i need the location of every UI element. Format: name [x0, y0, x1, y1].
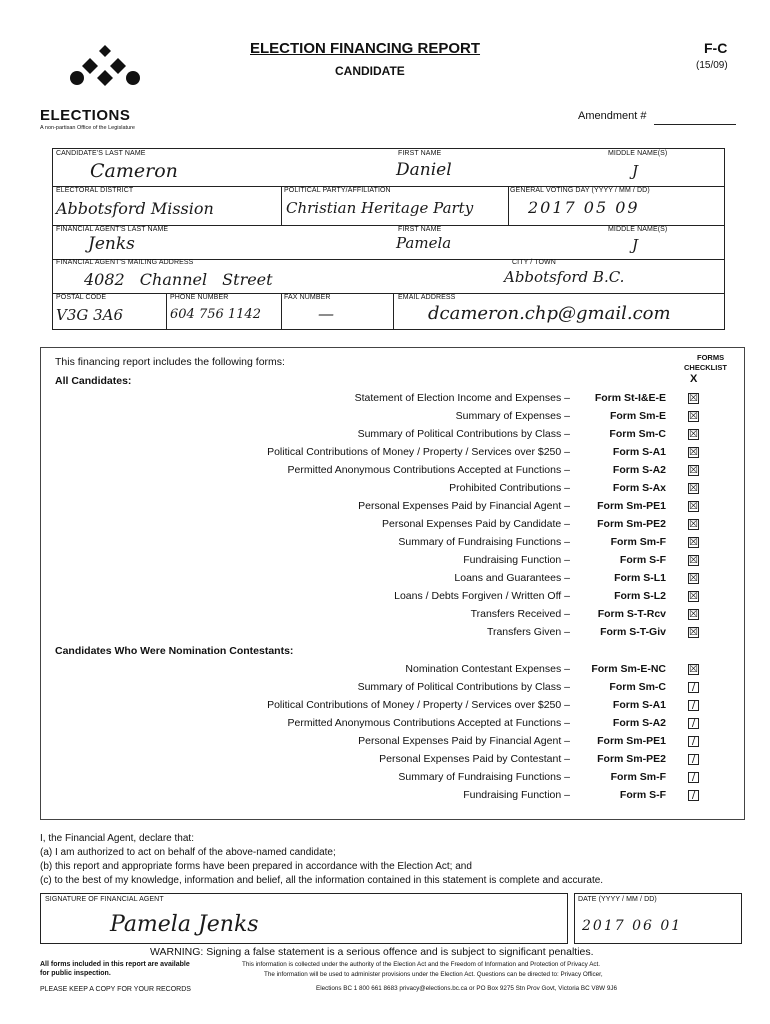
email-value[interactable]: dcameron.chp@gmail.com	[428, 303, 671, 324]
checklist-header-x: X	[690, 373, 698, 385]
signature-value[interactable]: Pamela Jenks	[110, 912, 259, 937]
signature-label: SIGNATURE OF FINANCIAL AGENT	[45, 896, 164, 903]
party-label: POLITICAL PARTY/AFFILIATION	[284, 187, 391, 194]
nom-row	[0, 679, 770, 696]
checklist-checkbox[interactable]: ☒	[689, 664, 698, 675]
form-description: Personal Expenses Paid by Candidate –	[382, 518, 570, 530]
nom-row	[0, 787, 770, 804]
postal-code-value[interactable]: V3G 3A6	[56, 306, 124, 324]
form-code: Form Sm-C	[609, 681, 666, 693]
form-code: Form Sm-F	[610, 536, 666, 548]
checklist-header-checklist: CHECKLIST	[684, 363, 727, 372]
nom-row	[0, 661, 770, 678]
electoral-district-label: ELECTORAL DISTRICT	[56, 187, 134, 194]
checklist-checkbox[interactable]: ☒	[689, 573, 698, 584]
form-code: Form Sm-C	[609, 428, 666, 440]
form-description: Summary of Fundraising Functions –	[398, 771, 570, 783]
declaration-a: (a) I am authorized to act on behalf of the above-named candidate;	[40, 847, 336, 858]
checklist-checkbox[interactable]: ☒	[689, 429, 698, 440]
form-description: Statement of Election Income and Expenses –	[354, 392, 570, 404]
declaration-intro: I, the Financial Agent, declare that:	[40, 833, 194, 844]
date-label: DATE (YYYY / MM / DD)	[578, 896, 657, 903]
middle-name-value[interactable]: J	[632, 162, 639, 180]
elections-logo	[60, 40, 150, 105]
electoral-district-value[interactable]: Abbotsford Mission	[56, 199, 214, 218]
form-code: Form S-A2	[612, 717, 666, 729]
declaration-c: (c) to the best of my knowledge, information and belief, all the information contained in this statement is complete and accurate.	[40, 875, 604, 886]
form-description: Personal Expenses Paid by Contestant –	[379, 753, 570, 765]
forms-intro: This financing report includes the following forms:	[55, 356, 285, 368]
all-row	[0, 480, 770, 497]
all-row	[0, 624, 770, 641]
checklist-checkbox[interactable]: ☒	[689, 411, 698, 422]
nom-row	[0, 733, 770, 750]
agent-first-name-label: FIRST NAME	[398, 226, 442, 233]
email-label: EMAIL ADDRESS	[398, 294, 456, 301]
footer-right-3: Elections BC 1 800 661 8683 privacy@elections.bc.ca or PO Box 9275 Stn Prov Govt, Victoria BC V8W 9J6	[316, 985, 617, 992]
checklist-checkbox[interactable]: /	[688, 682, 699, 693]
checklist-checkbox[interactable]: ☒	[689, 393, 698, 404]
date-value[interactable]: 2017 06 01	[582, 918, 683, 934]
all-row	[0, 534, 770, 551]
all-row	[0, 570, 770, 587]
middle-name-label: MIDDLE NAME(S)	[608, 150, 668, 157]
form-code: Form S-A1	[612, 446, 666, 458]
form-description: Political Contributions of Money / Property / Services over $250 –	[267, 699, 570, 711]
all-row	[0, 498, 770, 515]
candidate-last-name-value[interactable]: Cameron	[90, 160, 178, 182]
form-code: Form Sm-E-NC	[591, 663, 666, 675]
footer-left-3: PLEASE KEEP A COPY FOR YOUR RECORDS	[40, 986, 191, 993]
form-code: Form S-T-Giv	[600, 626, 666, 638]
form-code: Form S-F	[619, 554, 666, 566]
phone-label: PHONE NUMBER	[170, 294, 229, 301]
form-code: Form Sm-PE1	[597, 735, 666, 747]
logo-mark-icon	[60, 40, 150, 105]
checklist-checkbox[interactable]: ☒	[689, 555, 698, 566]
agent-last-name-label: FINANCIAL AGENT'S LAST NAME	[56, 226, 169, 233]
all-row	[0, 444, 770, 461]
all-candidates-heading: All Candidates:	[55, 375, 132, 387]
form-code: Form Sm-E	[609, 410, 666, 422]
form-description: Fundraising Function –	[463, 789, 570, 801]
form-description: Loans and Guarantees –	[454, 572, 570, 584]
nomination-heading: Candidates Who Were Nomination Contestants:	[55, 645, 294, 657]
form-code: Form S-L1	[614, 572, 666, 584]
nom-row	[0, 715, 770, 732]
form-description: Summary of Fundraising Functions –	[398, 536, 570, 548]
form-description: Summary of Expenses –	[455, 410, 570, 422]
checklist-checkbox[interactable]: ☒	[689, 627, 698, 638]
first-name-label: FIRST NAME	[398, 150, 442, 157]
city-value[interactable]: Abbotsford B.C.	[504, 268, 625, 286]
postal-code-label: POSTAL CODE	[56, 294, 107, 301]
all-row	[0, 606, 770, 623]
form-code: Form S-F	[619, 789, 666, 801]
form-description: Transfers Received –	[470, 608, 570, 620]
checklist-header-forms: FORMS	[697, 353, 725, 362]
form-description: Political Contributions of Money / Property / Services over $250 –	[267, 446, 570, 458]
form-description: Prohibited Contributions –	[449, 482, 570, 494]
report-subtitle: CANDIDATE	[335, 64, 405, 78]
form-description: Transfers Given –	[486, 626, 570, 638]
all-row	[0, 390, 770, 407]
agent-address-value[interactable]: 4082 Channel Street	[84, 270, 273, 289]
checklist-checkbox[interactable]: /	[688, 772, 699, 783]
form-description: Personal Expenses Paid by Financial Agent –	[358, 735, 570, 747]
voting-day-label: GENERAL VOTING DAY (YYYY / MM / DD)	[510, 187, 650, 194]
form-description: Permitted Anonymous Contributions Accepted at Functions –	[287, 717, 570, 729]
form-description: Nomination Contestant Expenses –	[405, 663, 570, 675]
report-title: ELECTION FINANCING REPORT	[250, 40, 481, 57]
checklist-checkbox[interactable]: ☒	[689, 447, 698, 458]
footer-right-2: The information will be used to administer provisions under the Election Act. Questions can be directed to: Privacy Officer,	[264, 971, 603, 978]
nom-row	[0, 769, 770, 786]
org-tagline: A non-partisan Office of the Legislature	[40, 125, 135, 131]
form-code: Form S-T-Rcv	[597, 608, 666, 620]
org-name: ELECTIONS	[40, 107, 131, 124]
form-code: Form Sm-PE2	[597, 753, 666, 765]
all-row	[0, 516, 770, 533]
all-row	[0, 426, 770, 443]
agent-last-name-value[interactable]: Jenks	[88, 234, 135, 254]
form-code: Form S-A1	[612, 699, 666, 711]
city-label: CITY / TOWN	[512, 259, 556, 266]
all-row	[0, 408, 770, 425]
form-code: Form S-Ax	[612, 482, 666, 494]
checklist-checkbox[interactable]: /	[688, 718, 699, 729]
checklist-checkbox[interactable]: /	[688, 754, 699, 765]
fax-value[interactable]: —	[318, 304, 334, 323]
footer-right-1: This information is collected under the authority of the Election Act and the Freedom of Information and Protection of Privacy Act.	[242, 961, 601, 968]
form-code: Form Sm-PE2	[597, 518, 666, 530]
nom-row	[0, 751, 770, 768]
checklist-checkbox[interactable]: /	[688, 790, 699, 801]
warning-text: WARNING: Signing a false statement is a serious offence and is subject to significant penalties.	[150, 946, 594, 958]
form-code: F-C	[704, 40, 728, 56]
agent-address-label: FINANCIAL AGENT'S MAILING ADDRESS	[56, 259, 194, 266]
form-description: Fundraising Function –	[463, 554, 570, 566]
form-code: Form S-L2	[614, 590, 666, 602]
form-code: Form S-A2	[612, 464, 666, 476]
nom-row	[0, 697, 770, 714]
agent-middle-name-label: MIDDLE NAME(S)	[608, 226, 668, 233]
footer-left-1: All forms included in this report are available	[40, 961, 190, 968]
footer-left-2: for public inspection.	[40, 970, 111, 977]
form-description: Summary of Political Contributions by Class –	[357, 428, 570, 440]
checklist-checkbox[interactable]: ☒	[689, 537, 698, 548]
checklist-checkbox[interactable]: ☒	[689, 519, 698, 530]
form-version: (15/09)	[696, 60, 728, 71]
form-description: Loans / Debts Forgiven / Written Off –	[394, 590, 570, 602]
agent-first-name-value[interactable]: Pamela	[396, 234, 452, 252]
phone-value[interactable]: 604 756 1142	[170, 307, 261, 322]
form-description: Permitted Anonymous Contributions Accepted at Functions –	[287, 464, 570, 476]
amendment-label: Amendment #	[578, 110, 647, 122]
agent-middle-name-value[interactable]: J	[632, 236, 639, 254]
checklist-checkbox[interactable]: /	[688, 736, 699, 747]
first-name-value[interactable]: Daniel	[396, 160, 452, 180]
form-description: Personal Expenses Paid by Financial Agent –	[358, 500, 570, 512]
form-description: Summary of Political Contributions by Class –	[357, 681, 570, 693]
all-row	[0, 462, 770, 479]
checklist-checkbox[interactable]: /	[688, 700, 699, 711]
fax-label: FAX NUMBER	[284, 294, 331, 301]
form-code: Form Sm-PE1	[597, 500, 666, 512]
candidate-last-name-label: CANDIDATE'S LAST NAME	[56, 150, 146, 157]
party-value[interactable]: Christian Heritage Party	[286, 199, 474, 217]
all-row	[0, 588, 770, 605]
checklist-checkbox[interactable]: ☒	[689, 465, 698, 476]
amendment-field[interactable]	[654, 124, 736, 125]
checklist-checkbox[interactable]: ☒	[689, 609, 698, 620]
form-code: Form St-I&E-E	[594, 392, 666, 404]
all-row	[0, 552, 770, 569]
form-code: Form Sm-F	[610, 771, 666, 783]
checklist-checkbox[interactable]: ☒	[689, 501, 698, 512]
voting-day-value[interactable]: 2017 05 09	[528, 198, 640, 217]
checklist-checkbox[interactable]: ☒	[689, 483, 698, 494]
checklist-checkbox[interactable]: ☒	[689, 591, 698, 602]
declaration-b: (b) this report and appropriate forms have been prepared in accordance with the Election Act; and	[40, 861, 472, 872]
